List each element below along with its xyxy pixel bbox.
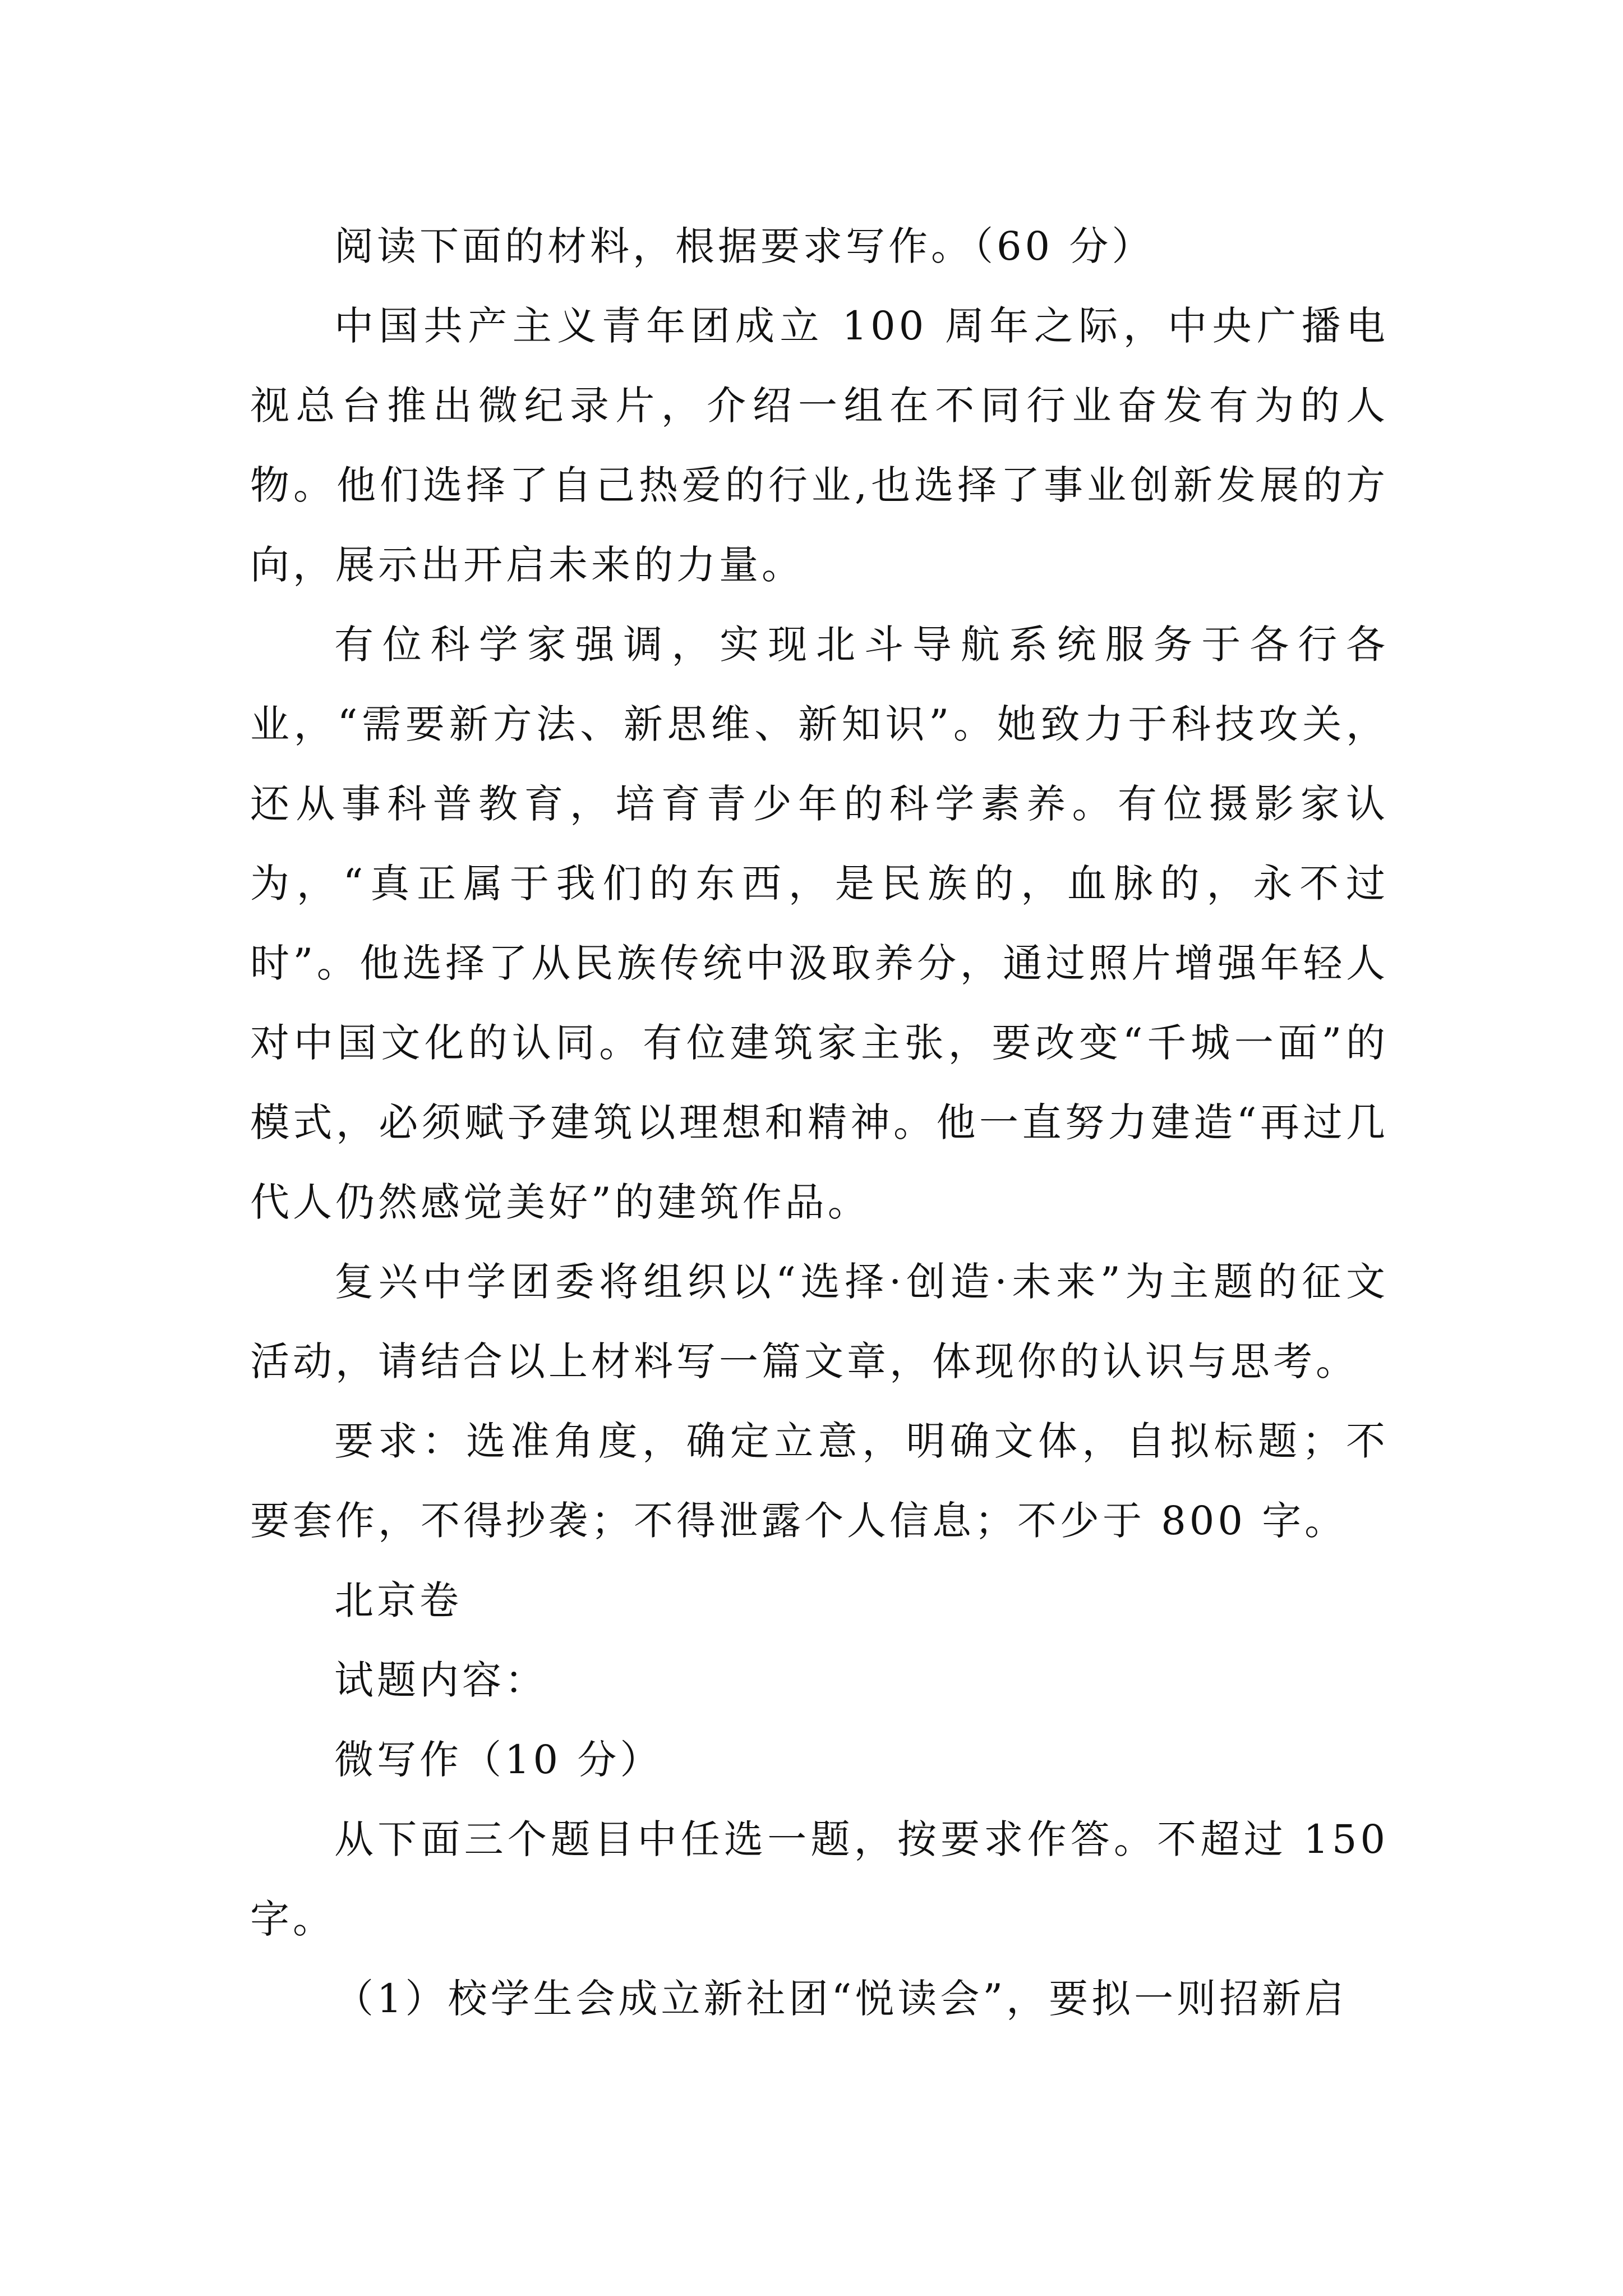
document-body bbox=[250, 206, 1389, 2039]
paragraph-essay-task: 复兴中学团委将组织以“选择·创造·未来”为主题的征文活动，请结合以上材料写一篇文章，体现你的认识与思考。 bbox=[250, 1259, 1389, 1384]
paragraph-requirements: 要求：选准角度，确定立意，明确文体，自拟标题；不要套作，不得抄袭；不得泄露个人信息；不少于 800 字。 bbox=[250, 1418, 1389, 1544]
heading-micro-writing: 微写作（10 分） bbox=[334, 1737, 663, 1783]
paragraph-material-examples: 有位科学家强调，实现北斗导航系统服务于各行各业，“需要新方法、新思维、新知识”。她致力于科技攻关，还从事科普教育，培育青少年的科学素养。有位摄影家认为，“真正属于我们的东西，是民族的，血脉的，永不过时”。他选择了从民族传统中汲取养分，通过照片增强年轻人对中国文化的认同。有位建筑家主张，要改变“千城一面”的模式，必须赋予建筑以理想和精神。他一直努力建造“再过几代人仍然感觉美好”的建筑作品。 bbox=[250, 622, 1389, 1225]
section-heading-beijing: 北京卷 bbox=[334, 1577, 462, 1623]
paragraph-option-1: （1）校学生会成立新社团“悦读会”，要拟一则招新启 bbox=[334, 1976, 1348, 2022]
paragraph-micro-writing-instruction: 从下面三个题目中任选一题，按要求作答。不超过 150 字。 bbox=[250, 1816, 1389, 1942]
paragraph-material-intro: 中国共产主义青年团成立 100 周年之际，中央广播电视总台推出微纪录片，介绍一组在不同行业奋发有为的人物。他们选择了自己热爱的行业,也选择了事业创新发展的方向，展示出开启未来的力量。 bbox=[250, 303, 1389, 588]
paragraph-writing-instruction: 阅读下面的材料，根据要求写作。（60 分） bbox=[334, 223, 1155, 269]
label-question-content: 试题内容： bbox=[334, 1657, 547, 1703]
